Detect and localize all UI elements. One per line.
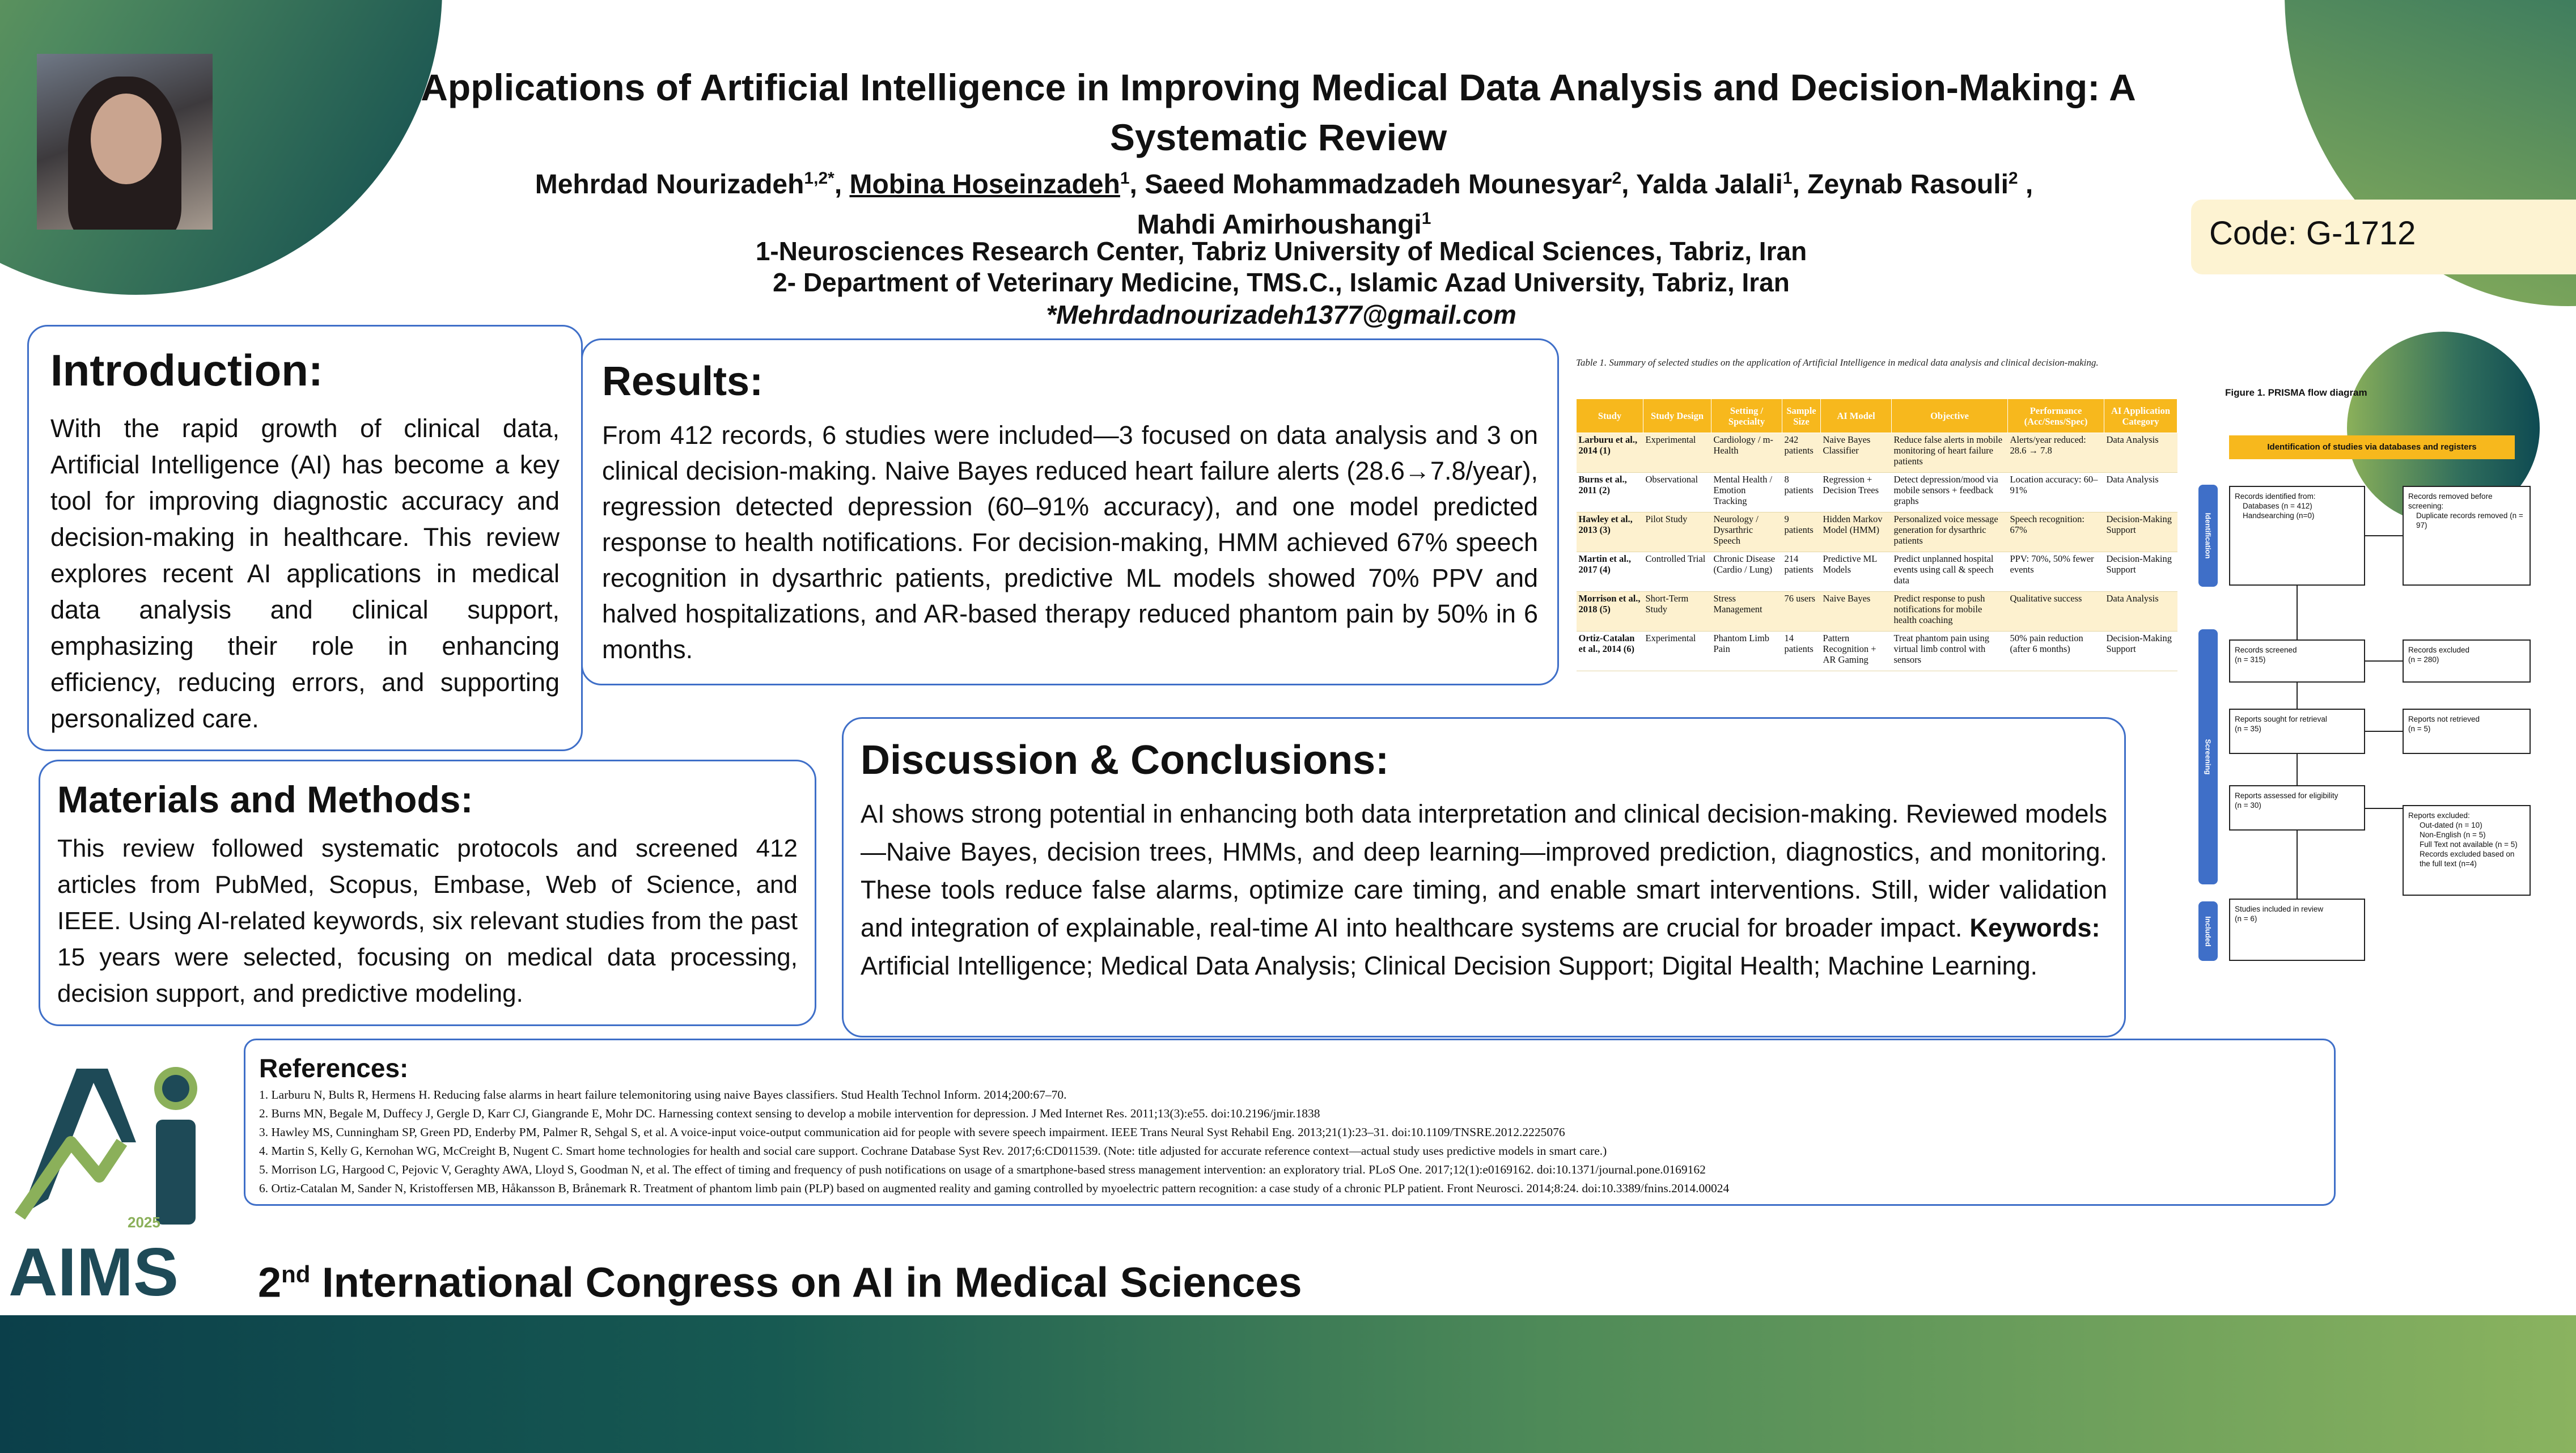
table-cell: Predict unplanned hospital events using call & speech data [1892, 552, 2008, 592]
table-cell: 14 patients [1782, 632, 1821, 671]
prisma-box-reports-excluded: Reports excluded: Out-dated (n = 10) Non-English (n = 5) Full Text not available (n = 5) Records excluded based on the full text (n=4) [2403, 805, 2531, 896]
section-body: With the rapid growth of clinical data, Artificial Intelligence (AI) has become a key tool for improving diagnostic accuracy and decision-making in healthcare. This review explores recent AI applications in medical data analysis and clinical support, emphasizing their role in enhancing efficiency, reducing errors, and supporting personalized care. [50, 414, 560, 733]
section-body: This review followed systematic protocols and screened 412 articles from PubMed, Scopus, Embase, Web of Science, and IEEE. Using AI-related keywords, six relevant studies from the past 15 years were selected, focusing on medical data processing, decision support, and predictive modeling. [57, 834, 798, 1007]
table-cell: Decision-Making Support [2104, 552, 2177, 592]
table-cell: Burns et al., 2011 (2) [1577, 473, 1643, 512]
table-cell: Decision-Making Support [2104, 632, 2177, 671]
table-cell: 242 patients [1782, 433, 1821, 473]
prisma-box-sought: Reports sought for retrieval (n = 35) [2229, 709, 2365, 754]
references-section [244, 1039, 2336, 1206]
prisma-arrow [2297, 754, 2298, 785]
author-photo [37, 54, 213, 230]
prisma-box-excluded: Records excluded (n = 280) [2403, 639, 2531, 683]
table-cell: Pilot Study [1643, 512, 1711, 552]
methods-section [39, 760, 816, 1026]
presenting-author-name: Mobina Hoseinzadeh [849, 170, 1120, 200]
logo-wordmark: AIMS [9, 1234, 179, 1310]
table-cell: Treat phantom pain using virtual limb control with sensors [1892, 632, 2008, 671]
section-body: From 412 records, 6 studies were included—3 focused on data analysis and 3 on clinical decision-making. Naive Bayes reduced heart failure alerts (28.6→7.8/year), regression detected depression (60–91% accuracy), and one model predicted response to health notifications. For decision-making, HMM achieved 67% speech recognition in dysarthric patients, predictive ML models showed 70% PPV and halved hospitalizations, and AR-based therapy reduced phantom pain by 50% in 6 months. [602, 421, 1538, 664]
prisma-arrow [2297, 586, 2298, 639]
poster-title: Applications of Artificial Intelligence in Improving Medical Data Analysis and Decision-Making: A Systematic Review [421, 66, 2136, 158]
table-cell: Location accuracy: 60–91% [2008, 473, 2104, 512]
table-cell: Speech recognition: 67% [2008, 512, 2104, 552]
author-name: Mehrdad Nourizadeh [535, 170, 804, 200]
table-row [1577, 632, 2177, 671]
column-header: Sample Size [1782, 399, 1821, 433]
phase-label-included: Included [2198, 901, 2218, 961]
table-row [1577, 552, 2177, 592]
affiliation: 1-Neurosciences Research Center, Tabriz University of Medical Sciences, Tabriz, Iran [755, 236, 1807, 266]
table-cell: Hidden Markov Model (HMM) [1821, 512, 1892, 552]
affiliation: 2- Department of Veterinary Medicine, TMS.C., Islamic Azad University, Tabriz, Iran [773, 268, 1790, 297]
table-row [1577, 473, 2177, 512]
table-cell: 76 users [1782, 592, 1821, 632]
table-cell: 9 patients [1782, 512, 1821, 552]
table-row [1577, 433, 2177, 473]
table-cell: 50% pain reduction (after 6 months) [2008, 632, 2104, 671]
table-row [1577, 592, 2177, 632]
congress-title: 2nd International Congress on AI in Medical Sciences [258, 1259, 1302, 1306]
table-cell: Controlled Trial [1643, 552, 1711, 592]
prisma-arrow [2365, 660, 2403, 662]
table-cell: Personalized voice message generation for dysarthric patients [1892, 512, 2008, 552]
prisma-box-included: Studies included in review (n = 6) [2229, 899, 2365, 961]
table-cell: PPV: 70%, 50% fewer events [2008, 552, 2104, 592]
table-cell: 214 patients [1782, 552, 1821, 592]
reference-item: 4. Martin S, Kelly G, Kernohan WG, McCreight B, Nugent C. Smart home technologies for health and social care support. Cochrane Database Syst Rev. 2017;6:CD011539. (Note: title adjusted for accurate reference context—actual study uses predictive models in smart care.) [259, 1144, 1607, 1158]
section-heading: Materials and Methods: [57, 778, 473, 820]
footer-band [0, 1315, 2576, 1453]
discussion-section [842, 717, 2126, 1037]
prisma-arrow [2365, 808, 2403, 809]
results-section [581, 338, 1559, 685]
keywords-label: Keywords: [1969, 913, 2100, 942]
prisma-box-identified: Records identified from: Databases (n = 412) Handsearching (n=0) [2229, 486, 2365, 586]
author-list: Mehrdad Nourizadeh$^{1,2*}$, Mobina Hoseinzadeh$^1$, Saeed Mohammadzadeh Mounesyar$^2$, Yalda Jalali$^1$, Zeynab Rasouli$^2$ , Mahdi Amirhoushangi$^1$ [535, 169, 2033, 240]
reference-list [259, 1086, 2320, 1198]
table-cell: Observational [1643, 473, 1711, 512]
section-heading: Results: [602, 359, 764, 404]
prisma-arrow [2365, 731, 2403, 732]
table-header-row [1577, 399, 2177, 433]
studies-table [1576, 399, 2177, 671]
table-cell: Regression + Decision Trees [1821, 473, 1892, 512]
reference-item: 5. Morrison LG, Hargood C, Pejovic V, Geraghty AWA, Lloyd S, Goodman N, et al. The effect of timing and frequency of push notifications on usage of a smartphone-based stress management intervention: an exploratory trial. PLoS One. 2017;12(1):e0169162. doi:10.1371/journal.pone.0169162 [259, 1163, 1706, 1176]
table-cell: Larburu et al., 2014 (1) [1577, 433, 1643, 473]
table-cell: Stress Management [1711, 592, 1782, 632]
section-heading: Discussion & Conclusions: [861, 738, 1389, 783]
phase-label-screening: Screening [2198, 629, 2218, 884]
table-cell: Predictive ML Models [1821, 552, 1892, 592]
column-header: AI Model [1821, 399, 1892, 433]
column-header: Objective [1892, 399, 2008, 433]
table-cell: Morrison et al., 2018 (5) [1577, 592, 1643, 632]
table-cell: Pattern Recognition + AR Gaming [1821, 632, 1892, 671]
table-cell: Experimental [1643, 632, 1711, 671]
table-cell: 8 patients [1782, 473, 1821, 512]
table-cell: Qualitative success [2008, 592, 2104, 632]
author-name: Saeed Mohammadzadeh Mounesyar [1145, 170, 1612, 200]
table-cell: Phantom Limb Pain [1711, 632, 1782, 671]
reference-item: 2. Burns MN, Begale M, Duffecy J, Gergle D, Karr CJ, Giangrande E, Mohr DC. Harnessing context sensing to develop a mobile intervention for depression. J Med Internet Res. 2011;13(3):e55. doi:10.2196/jmir.1838 [259, 1107, 1320, 1120]
introduction-section [27, 325, 583, 751]
table-cell: Reduce false alerts in mobile monitoring of heart failure patients [1892, 433, 2008, 473]
prisma-box-not-retrieved: Reports not retrieved (n = 5) [2403, 709, 2531, 754]
table-cell: Experimental [1643, 433, 1711, 473]
table-cell: Data Analysis [2104, 473, 2177, 512]
reference-item: 6. Ortiz-Catalan M, Sander N, Kristoffersen MB, Håkansson B, Brånemark R. Treatment of phantom limb pain (PLP) based on augmented reality and gaming controlled by myoelectric pattern recognition: a case study of a chronic PLP patient. Front Neurosci. 2014;8:24. doi:10.3389/fnins.2014.00024 [259, 1181, 1730, 1195]
logo-year: 2025 [128, 1214, 160, 1231]
prisma-arrow [2297, 831, 2298, 899]
table-caption: Table 1. Summary of selected studies on the application of Artificial Intelligence in medical data analysis and clinical decision-making. [1576, 357, 2099, 368]
prisma-banner: Identification of studies via databases and registers [2229, 435, 2515, 459]
prisma-arrow [2297, 683, 2298, 709]
section-heading: Introduction: [50, 345, 323, 395]
table-cell: Neurology / Dysarthric Speech [1711, 512, 1782, 552]
table-row [1577, 512, 2177, 552]
table-cell: Martin et al., 2017 (4) [1577, 552, 1643, 592]
table-cell: Predict response to push notifications for mobile health coaching [1892, 592, 2008, 632]
section-body: AI shows strong potential in enhancing both data interpretation and clinical decision-making. Reviewed models—Naive Bayes, decision trees, HMMs, and deep learning—improved prediction, diagnostics, and monitoring. These tools reduce false alarms, optimize care timing, and enable smart interventions. Still, wider validation and integration of explainable, real-time AI into healthcare systems are crucial for broader impact. Keywords: Artificial Intelligence; Medical Data Analysis; Clinical Decision Support; Digital Health; Machine Learning. [861, 799, 2107, 980]
column-header: Study [1577, 399, 1643, 433]
table-cell: Decision-Making Support [2104, 512, 2177, 552]
table-cell: Mental Health / Emotion Tracking [1711, 473, 1782, 512]
table-cell: Alerts/year reduced: 28.6 → 7.8 [2008, 433, 2104, 473]
column-header: AI Application Category [2104, 399, 2177, 433]
column-header: Performance (Acc/Sens/Spec) [2008, 399, 2104, 433]
prisma-box-assessed: Reports assessed for eligibility (n = 30) [2229, 785, 2365, 831]
author-name: Zeynab Rasouli [1807, 170, 2009, 200]
table-cell: Cardiology / m-Health [1711, 433, 1782, 473]
table-cell: Naive Bayes [1821, 592, 1892, 632]
column-header: Setting / Specialty [1711, 399, 1782, 433]
author-name: Mahdi Amirhoushangi [1137, 210, 1422, 240]
phase-label-identification: Identification [2198, 485, 2218, 587]
reference-item: 1. Larburu N, Bults R, Hermens H. Reducing false alarms in heart failure telemonitoring using naive Bayes classifiers. Stud Health Technol Inform. 2014;200:67–70. [259, 1088, 1067, 1102]
contact-email: *Mehrdadnourizadeh1377@gmail.com [1046, 300, 1516, 329]
table-cell: Detect depression/mood via mobile sensors + feedback graphs [1892, 473, 2008, 512]
table-cell: Hawley et al., 2013 (3) [1577, 512, 1643, 552]
poster-code-badge: Code: G-1712 [2191, 200, 2576, 274]
table-cell: Short-Term Study [1643, 592, 1711, 632]
prisma-box-removed: Records removed before screening: Duplicate records removed (n = 97) [2403, 486, 2531, 586]
prisma-arrow [2365, 535, 2403, 536]
prisma-box-screened: Records screened (n = 315) [2229, 639, 2365, 683]
reference-item: 3. Hawley MS, Cunningham SP, Green PD, Enderby PM, Palmer R, Sehgal S, et al. A voice-input voice-output communication aid for people with severe speech impairment. IEEE Trans Neural Syst Rehabil Eng. 2013;21(1):23–31. doi:10.1109/TNSRE.2012.2225076 [259, 1125, 1565, 1139]
keywords: Artificial Intelligence; Medical Data Analysis; Clinical Decision Support; Digital Health; Machine Learning. [861, 951, 2037, 980]
column-header: Study Design [1643, 399, 1711, 433]
section-heading: References: [259, 1053, 409, 1083]
aims-logo [9, 1057, 235, 1312]
table-cell: Ortiz-Catalan et al., 2014 (6) [1577, 632, 1643, 671]
table-cell: Data Analysis [2104, 433, 2177, 473]
prisma-title: Figure 1. PRISMA flow diagram [2225, 387, 2367, 398]
table-cell: Data Analysis [2104, 592, 2177, 632]
table-cell: Chronic Disease (Cardio / Lung) [1711, 552, 1782, 592]
author-name: Yalda Jalali [1636, 170, 1783, 200]
table-cell: Naive Bayes Classifier [1821, 433, 1892, 473]
